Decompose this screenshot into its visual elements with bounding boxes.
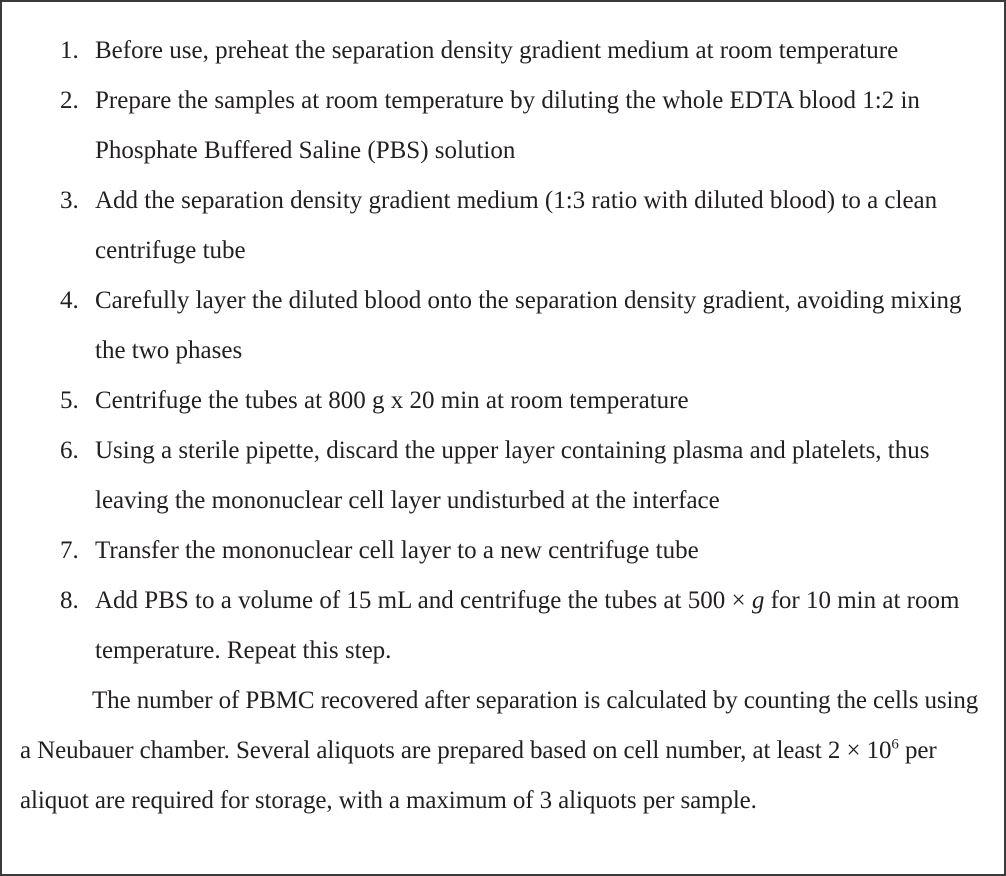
step-number: 7. (60, 537, 79, 564)
step-text: Before use, preheat the separation density gradient medium at room temperature (95, 37, 899, 64)
step-8 (20, 576, 995, 676)
step-text-after: for 10 min at room temperature. Repeat this step. (95, 587, 960, 664)
exponent: 6 (891, 736, 899, 753)
step-text: Using a sterile pipette, discard the upper layer containing plasma and platelets, thus leaving the mononuclear cell layer undisturbed at the interface (95, 437, 930, 514)
step-number: 5. (60, 387, 79, 414)
protocol-content (20, 26, 995, 826)
step-number: 6. (60, 437, 79, 464)
step-number: 4. (60, 287, 79, 314)
step-text: Centrifuge the tubes at 800 g x 20 min at room temperature (95, 387, 689, 414)
step-number: 2. (60, 87, 79, 114)
steps-list (20, 26, 995, 676)
step-text-before: Add PBS to a volume of 15 mL and centrifuge the tubes at 500 × (95, 587, 752, 614)
step-text: Add the separation density gradient medium (1:3 ratio with diluted blood) to a clean centrifuge tube (95, 187, 938, 264)
step-number: 1. (60, 37, 79, 64)
step-4 (20, 276, 995, 376)
step-number: 8. (60, 587, 79, 614)
step-text: Transfer the mononuclear cell layer to a new centrifuge tube (95, 537, 699, 564)
step-6 (20, 426, 995, 526)
step-7 (20, 526, 995, 576)
step-3 (20, 176, 995, 276)
step-text: Prepare the samples at room temperature by diluting the whole EDTA blood 1:2 in Phosphate Buffered Saline (PBS) solution (95, 87, 920, 164)
g-force-symbol: g (751, 587, 765, 614)
paragraph-text-before: The number of PBMC recovered after separation is calculated by counting the cells using a Neubauer chamber. Several aliquots are prepared based on cell number, at least 2 × 10 (20, 687, 979, 764)
step-number: 3. (60, 187, 79, 214)
summary-paragraph (20, 676, 995, 826)
step-5 (20, 376, 995, 426)
step-1 (20, 26, 995, 76)
step-2 (20, 76, 995, 176)
step-text: Carefully layer the diluted blood onto the separation density gradient, avoiding mixing the two phases (95, 287, 962, 364)
paragraph-text-after: per aliquot are required for storage, with a maximum of 3 aliquots per sample. (20, 737, 937, 814)
